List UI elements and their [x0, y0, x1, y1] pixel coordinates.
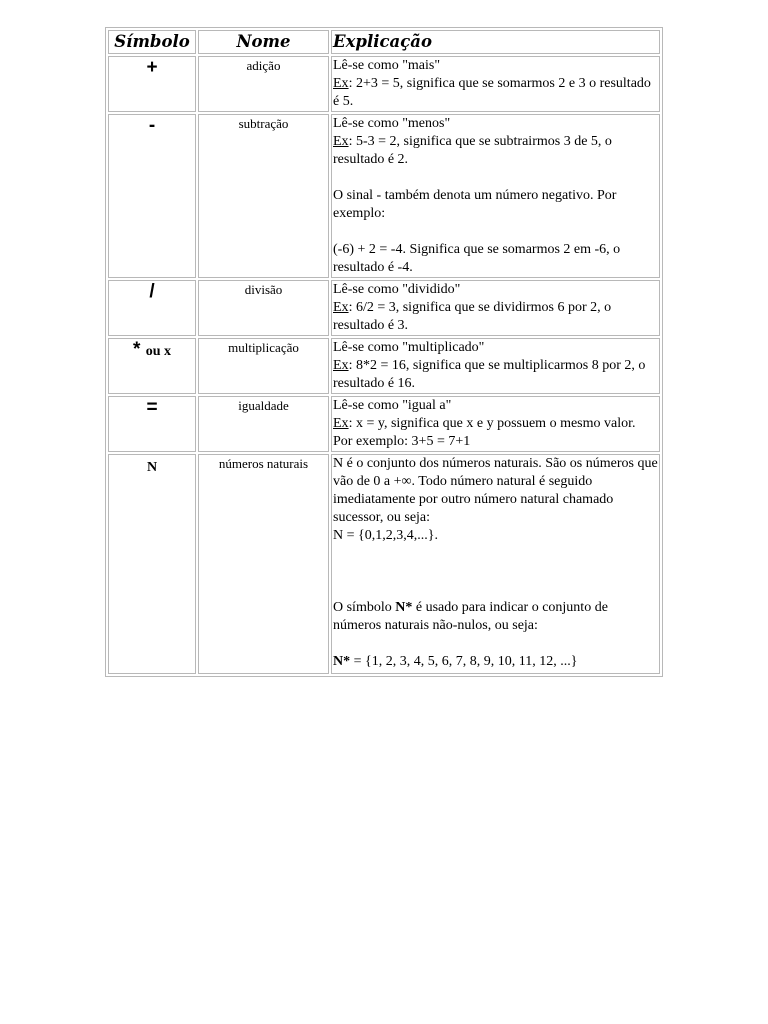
- name-cell: números naturais: [198, 454, 329, 674]
- table-row: [108, 396, 660, 452]
- symbol-n: N: [146, 460, 158, 475]
- table-row: [108, 280, 660, 336]
- ex-text: : 6/2 = 3, significa que se dividirmos 6 por 2, o resultado é 3.: [333, 300, 612, 333]
- symbol-plus: +: [108, 56, 196, 112]
- explanation-cell: [331, 280, 660, 336]
- example: [333, 415, 658, 451]
- table-row: [108, 114, 660, 278]
- symbols-table: [105, 27, 663, 677]
- nonzero-set: N* = {1, 2, 3, 4, 5, 6, 7, 8, 9, 10, 11, 12, ...}: [333, 654, 578, 669]
- ex-label: Ex: [333, 300, 349, 315]
- symbol-suffix: ou x: [145, 344, 171, 359]
- explanation-cell: [331, 114, 660, 278]
- example: [333, 75, 658, 111]
- symbol-naturals: [108, 454, 196, 674]
- table-row: [108, 338, 660, 394]
- explanation-cell: [331, 56, 660, 112]
- nonzero-note: O símbolo N* é usado para indicar o conjunto de números naturais não-nulos, ou seja:: [333, 600, 608, 633]
- ex-text: : 8*2 = 16, significa que se multiplicarmos 8 por 2, o resultado é 16.: [333, 358, 646, 391]
- table-row: [108, 56, 660, 112]
- ex-label: Ex: [333, 416, 349, 431]
- name-cell: subtração: [198, 114, 329, 278]
- ex-label: Ex: [333, 76, 349, 91]
- ex-text: : 2+3 = 5, significa que se somarmos 2 e 3 o resultado é 5.: [333, 76, 651, 109]
- example: [333, 357, 658, 393]
- read-as: Lê-se como "multiplicado": [333, 340, 485, 355]
- ex-label: Ex: [333, 134, 349, 149]
- name-cell: divisão: [198, 280, 329, 336]
- name-cell: adição: [198, 56, 329, 112]
- name-cell: igualdade: [198, 396, 329, 452]
- naturals-definition: N é o conjunto dos números naturais. São os números que vão de 0 a +∞. Todo número natural é seguido imediatamente por outro número natural chamado sucessor, ou seja:: [333, 456, 658, 525]
- explanation-cell: [331, 338, 660, 394]
- ex-text: : 5-3 = 2, significa que se subtrairmos 3 de 5, o resultado é 2.: [333, 134, 612, 167]
- read-as: Lê-se como "mais": [333, 58, 441, 73]
- name-cell: multiplicação: [198, 338, 329, 394]
- symbol-minus: -: [108, 114, 196, 278]
- header-simbolo: Símbolo: [108, 30, 196, 54]
- header-explicacao: Explicação: [331, 30, 660, 54]
- negative-example: (-6) + 2 = -4. Significa que se somarmos 2 em -6, o resultado é -4.: [333, 242, 621, 275]
- naturals-set: N = {0,1,2,3,4,...}.: [333, 528, 438, 543]
- negative-note: O sinal - também denota um número negativo. Por exemplo:: [333, 188, 617, 221]
- explanation-cell: [331, 454, 660, 674]
- symbol-asterisk: *: [133, 339, 141, 360]
- symbol-divide: /: [108, 280, 196, 336]
- read-as: Lê-se como "menos": [333, 116, 451, 131]
- symbol-multiply: [108, 338, 196, 394]
- header-row: [108, 30, 660, 54]
- table-row: [108, 454, 660, 674]
- read-as: Lê-se como "dividido": [333, 282, 461, 297]
- example: [333, 133, 658, 169]
- symbol-equals: =: [108, 396, 196, 452]
- example: [333, 299, 658, 335]
- explanation-cell: [331, 396, 660, 452]
- ex-text: : x = y, significa que x e y possuem o mesmo valor. Por exemplo: 3+5 = 7+1: [333, 416, 636, 449]
- header-nome: Nome: [198, 30, 329, 54]
- read-as: Lê-se como "igual a": [333, 398, 452, 413]
- ex-label: Ex: [333, 358, 349, 373]
